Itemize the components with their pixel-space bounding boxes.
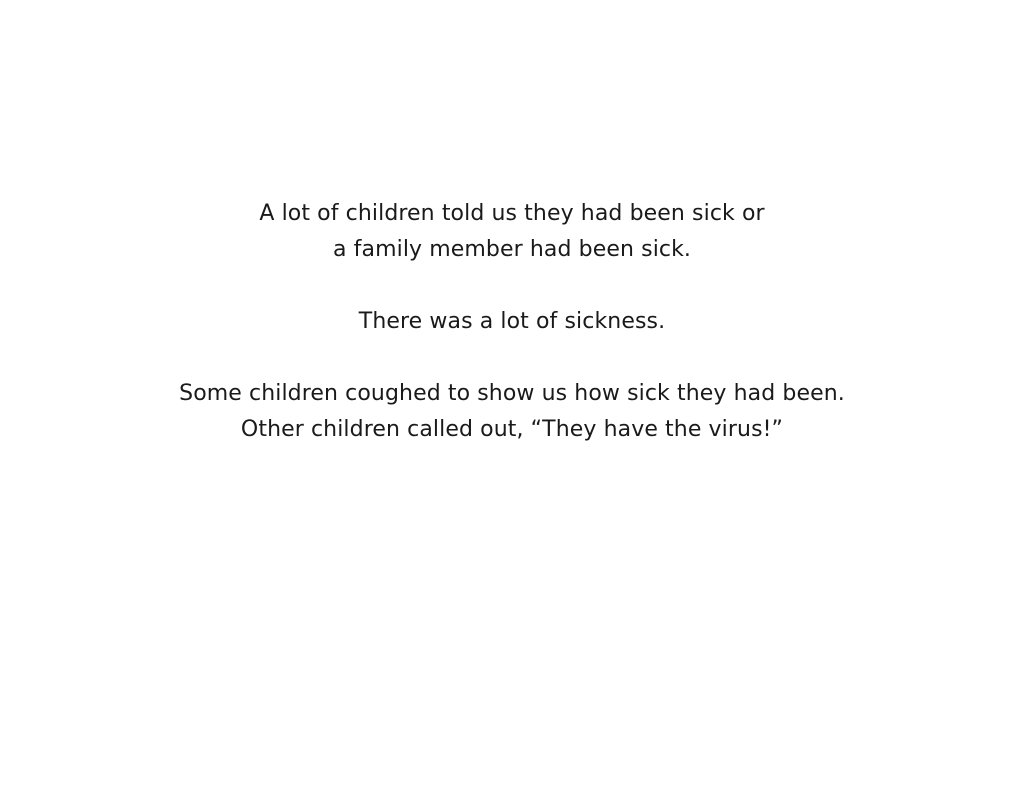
paragraph-sickness <box>0 304 1024 340</box>
text-line: Some children coughed to show us how sick they had been. <box>179 381 845 406</box>
text-line: Other children called out, “They have the virus!” <box>240 417 784 442</box>
text-line: A lot of children told us they had been sick or <box>259 201 765 226</box>
text-line: a family member had been sick. <box>332 237 692 262</box>
paragraph-coughed <box>0 376 1024 448</box>
paragraph-children-sick <box>0 196 1024 268</box>
text-line: There was a lot of sickness. <box>358 309 666 334</box>
